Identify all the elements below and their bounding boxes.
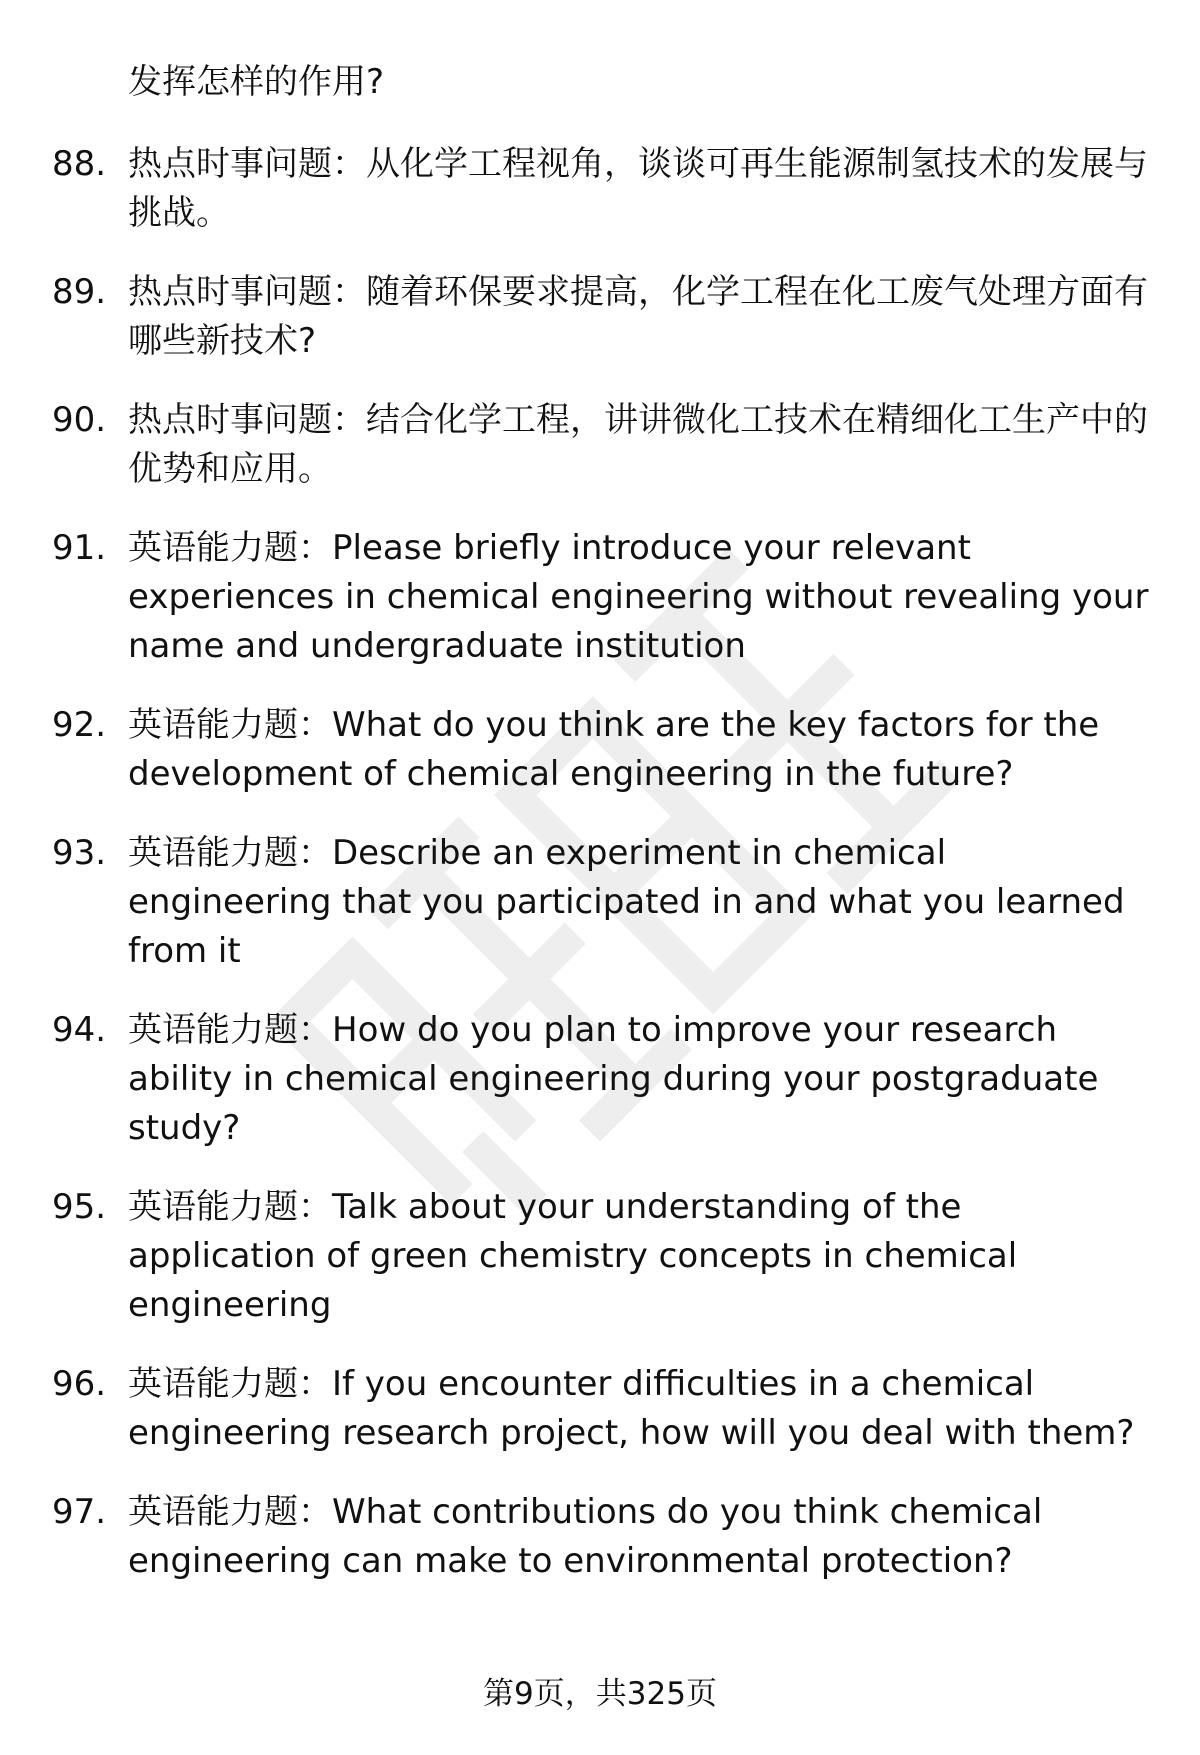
list-item <box>0 268 1200 366</box>
question-text: 英语能力题：What do you think are the key factors for the development of chemical engineering in the future? <box>128 705 1100 794</box>
list-item <box>0 1183 1200 1330</box>
list-item <box>0 1360 1200 1458</box>
list-item <box>0 1006 1200 1153</box>
list-item <box>0 829 1200 976</box>
question-text: 热点时事问题：从化学工程视角，谈谈可再生能源制氢技术的发展与挑战。 <box>128 144 1148 233</box>
question-number: 97. <box>52 1492 107 1532</box>
question-text: 英语能力题：How do you plan to improve your research ability in chemical engineering during your postgraduate study? <box>128 1010 1099 1148</box>
question-text: 英语能力题：Please briefly introduce your relevant experiences in chemical engineering without revealing your name and undergraduate institution <box>128 528 1149 666</box>
question-number: 88. <box>52 144 107 184</box>
question-number: 95. <box>52 1187 107 1227</box>
list-item <box>0 701 1200 799</box>
list-item <box>0 396 1200 494</box>
list-item <box>0 1488 1200 1586</box>
question-number: 94. <box>52 1010 107 1050</box>
page-number-footer: 第9页，共325页 <box>483 1676 717 1712</box>
question-number: 90. <box>52 400 107 440</box>
question-text: 英语能力题：What contributions do you think chemical engineering can make to environmental protection? <box>128 1492 1043 1581</box>
list-item <box>0 524 1200 671</box>
question-number: 91. <box>52 528 107 568</box>
question-number: 92. <box>52 705 107 745</box>
question-text: 英语能力题：If you encounter difficulties in a chemical engineering research project, how will you deal with them? <box>128 1364 1135 1453</box>
question-number: 89. <box>52 272 107 312</box>
question-text: 英语能力题：Talk about your understanding of the application of green chemistry concepts in chemical engineering <box>128 1187 1018 1325</box>
list-item <box>0 140 1200 238</box>
question-text: 英语能力题：Describe an experiment in chemical engineering that you participated in and what you learned from it <box>128 833 1125 971</box>
question-text: 热点时事问题：结合化学工程，讲讲微化工技术在精细化工生产中的优势和应用。 <box>128 400 1148 489</box>
continued-question-text: 发挥怎样的作用? <box>128 62 385 102</box>
question-text: 热点时事问题：随着环保要求提高，化学工程在化工废气处理方面有哪些新技术? <box>128 272 1148 361</box>
question-list <box>0 140 1200 1616</box>
question-number: 93. <box>52 833 107 873</box>
question-number: 96. <box>52 1364 107 1404</box>
